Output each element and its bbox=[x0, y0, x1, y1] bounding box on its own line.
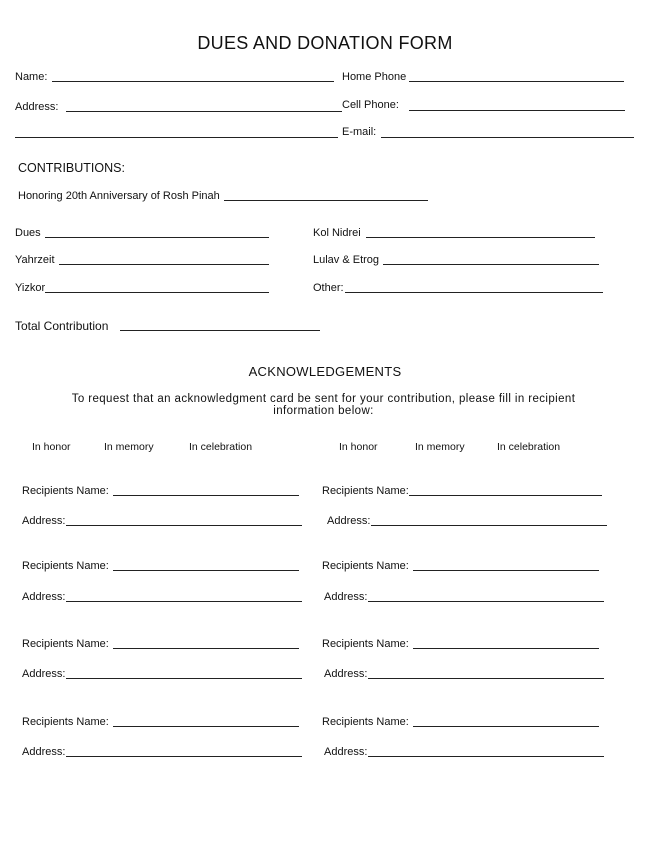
dues-label: Dues bbox=[15, 227, 41, 239]
name-label: Name: bbox=[15, 71, 48, 83]
option-in-honor-left[interactable]: In honor bbox=[32, 441, 71, 453]
kol-nidrei-field[interactable] bbox=[366, 224, 595, 238]
recipient-name-field[interactable] bbox=[413, 713, 599, 727]
recipient-name-label: Recipients Name: bbox=[322, 716, 409, 728]
recipient-name-field[interactable] bbox=[113, 557, 299, 571]
other-label: Other: bbox=[313, 282, 344, 294]
recipient-name-label: Recipients Name: bbox=[22, 638, 109, 650]
recipient-name-field[interactable] bbox=[113, 713, 299, 727]
instructions-line-2: information below: bbox=[273, 405, 374, 417]
address-field[interactable] bbox=[66, 98, 342, 112]
total-contribution-label: Total Contribution bbox=[15, 319, 109, 333]
recipient-address-field[interactable] bbox=[66, 588, 302, 602]
home-phone-label: Home Phone bbox=[342, 71, 407, 83]
recipient-address-label: Address: bbox=[22, 668, 66, 680]
address-label: Address: bbox=[15, 101, 59, 113]
recipient-name-label: Recipients Name: bbox=[322, 560, 409, 572]
recipient-name-field[interactable] bbox=[413, 635, 599, 649]
recipient-address-label: Address: bbox=[324, 668, 368, 680]
recipient-address-field[interactable] bbox=[66, 512, 302, 526]
recipient-address-label: Address: bbox=[327, 515, 371, 527]
yizkor-field[interactable] bbox=[45, 279, 269, 293]
option-in-memory-right[interactable]: In memory bbox=[415, 441, 465, 453]
kol-nidrei-label: Kol Nidrei bbox=[313, 227, 361, 239]
recipient-name-label: Recipients Name: bbox=[22, 716, 109, 728]
recipient-address-field[interactable] bbox=[66, 665, 302, 679]
address-field-2[interactable] bbox=[15, 124, 338, 138]
home-phone-field[interactable] bbox=[409, 68, 624, 82]
yahrzeit-field[interactable] bbox=[59, 251, 269, 265]
option-in-celebration-right[interactable]: In celebration bbox=[497, 441, 561, 453]
recipient-name-field[interactable] bbox=[113, 635, 299, 649]
recipient-name-label: Recipients Name: bbox=[322, 485, 409, 497]
recipient-address-field[interactable] bbox=[368, 743, 604, 757]
recipient-name-label: Recipients Name: bbox=[22, 560, 109, 572]
recipient-name-label: Recipients Name: bbox=[322, 638, 409, 650]
yizkor-label: Yizkor bbox=[15, 282, 46, 294]
total-contribution-field[interactable] bbox=[120, 317, 320, 331]
email-label: E-mail: bbox=[342, 126, 377, 138]
other-field[interactable] bbox=[345, 279, 603, 293]
recipient-address-label: Address: bbox=[22, 591, 66, 603]
recipient-address-field[interactable] bbox=[371, 512, 607, 526]
form-title: DUES AND DONATION FORM bbox=[197, 33, 453, 53]
recipient-address-label: Address: bbox=[22, 746, 66, 758]
recipient-address-label: Address: bbox=[22, 515, 66, 527]
instructions-line-1: To request that an acknowledgment card be sent for your contribution, please fill in recipient bbox=[71, 393, 576, 405]
honoring-label: Honoring 20th Anniversary of Rosh Pinah bbox=[18, 190, 220, 202]
acknowledgements-heading: ACKNOWLEDGEMENTS bbox=[248, 364, 402, 379]
recipient-name-field[interactable] bbox=[409, 482, 602, 496]
recipient-address-field[interactable] bbox=[66, 743, 302, 757]
cell-phone-label: Cell Phone: bbox=[342, 99, 399, 111]
recipient-address-label: Address: bbox=[324, 591, 368, 603]
option-in-memory-left[interactable]: In memory bbox=[104, 441, 154, 453]
honoring-field[interactable] bbox=[224, 187, 428, 201]
option-in-honor-right[interactable]: In honor bbox=[339, 441, 378, 453]
option-in-celebration-left[interactable]: In celebration bbox=[189, 441, 253, 453]
recipient-address-label: Address: bbox=[324, 746, 368, 758]
cell-phone-field[interactable] bbox=[409, 96, 625, 110]
recipient-name-label: Recipients Name: bbox=[22, 485, 109, 497]
lulav-etrog-label: Lulav & Etrog bbox=[313, 254, 380, 266]
name-field[interactable] bbox=[52, 68, 334, 82]
yahrzeit-label: Yahrzeit bbox=[15, 254, 55, 266]
email-field[interactable] bbox=[381, 124, 634, 138]
recipient-address-field[interactable] bbox=[368, 588, 604, 602]
recipient-name-field[interactable] bbox=[413, 557, 599, 571]
contributions-heading: CONTRIBUTIONS: bbox=[18, 161, 125, 175]
lulav-etrog-field[interactable] bbox=[383, 251, 599, 265]
cell-phone-line bbox=[409, 110, 625, 111]
dues-field[interactable] bbox=[45, 224, 269, 238]
recipient-name-field[interactable] bbox=[113, 482, 299, 496]
recipient-address-field[interactable] bbox=[368, 665, 604, 679]
